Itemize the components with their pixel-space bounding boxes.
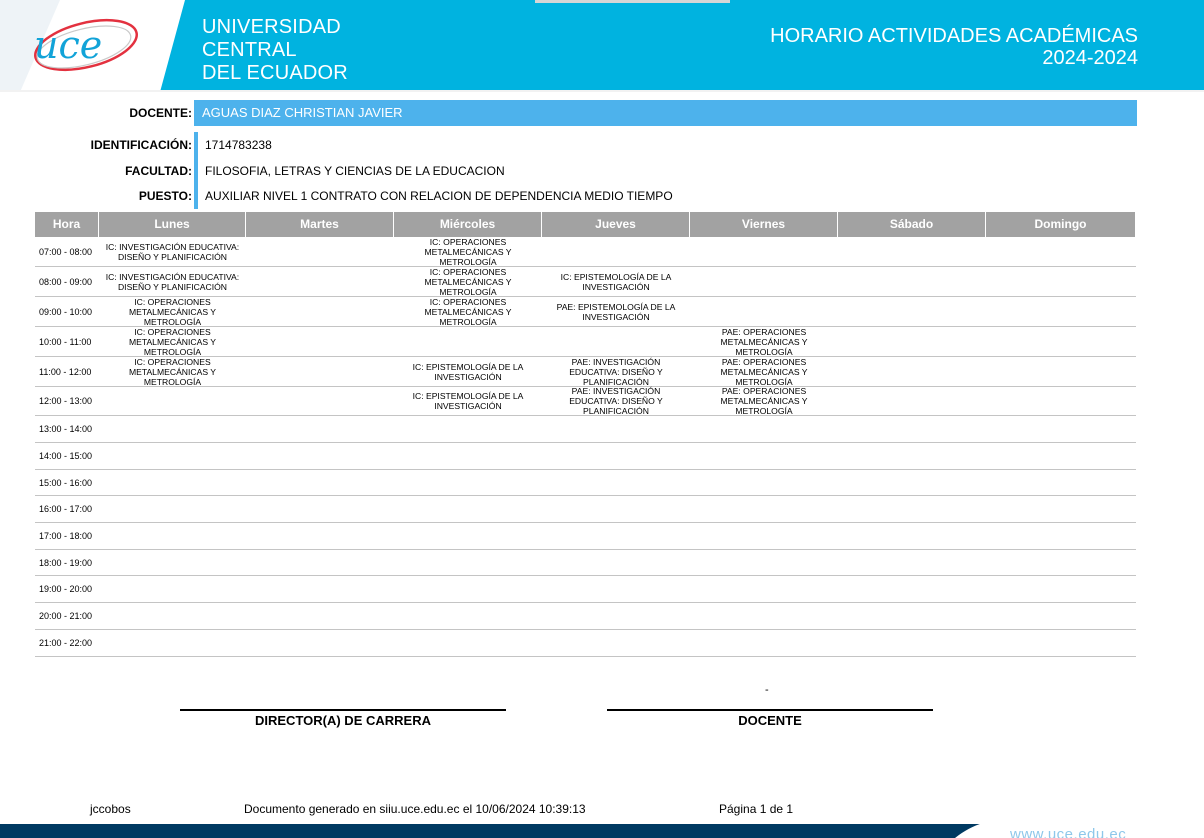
activity-label: IC: OPERACIONES METALMECÁNICAS Y METROLOGÍA: [128, 356, 217, 387]
schedule-empty-cell: [394, 327, 542, 356]
schedule-empty-cell: [99, 603, 246, 629]
schedule-empty-cell: [838, 387, 986, 415]
schedule-empty-cell: [986, 603, 1136, 629]
schedule-activity: [99, 357, 246, 386]
activity-label: IC: EPISTEMOLOGÍA DE LA INVESTIGACIÓN: [412, 361, 524, 382]
schedule-empty-cell: [394, 416, 542, 442]
schedule-row: [35, 576, 1136, 603]
schedule-activity: [394, 237, 542, 266]
schedule-row: [35, 523, 1136, 550]
time-slot: 21:00 - 22:00: [39, 638, 93, 648]
schedule-empty-cell: [690, 523, 838, 549]
schedule-empty-cell: [246, 416, 394, 442]
schedule-empty-cell: [542, 603, 690, 629]
identificacion-value: 1714783238: [205, 138, 272, 152]
time-slot: 09:00 - 10:00: [39, 306, 93, 317]
schedule-empty-cell: [838, 416, 986, 442]
time-slot: 18:00 - 19:00: [39, 557, 93, 568]
schedule-empty-cell: [986, 496, 1136, 522]
facultad-value: FILOSOFIA, LETRAS Y CIENCIAS DE LA EDUCACION: [205, 164, 505, 178]
schedule-row: [35, 237, 1136, 267]
schedule-empty-cell: [542, 443, 690, 469]
schedule-empty-cell: [986, 387, 1136, 415]
time-slot: 12:00 - 13:00: [39, 396, 93, 406]
schedule-empty-cell: [542, 550, 690, 575]
schedule-empty-cell: [838, 496, 986, 522]
info-row-puesto: [0, 183, 1204, 209]
info-accent-bar: [194, 183, 198, 209]
schedule-empty-cell: [246, 387, 394, 415]
column-header: Jueves: [542, 212, 690, 237]
schedule-empty-cell: [690, 267, 838, 296]
schedule-empty-cell: [246, 297, 394, 326]
schedule-empty-cell: [986, 630, 1136, 656]
schedule-row: [35, 327, 1136, 357]
time-slot: 20:00 - 21:00: [39, 611, 93, 621]
schedule-activity: [394, 357, 542, 386]
schedule-empty-cell: [986, 576, 1136, 602]
schedule-empty-cell: [838, 267, 986, 296]
schedule-activity: [542, 297, 690, 326]
schedule-empty-cell: [542, 523, 690, 549]
schedule-empty-cell: [542, 576, 690, 602]
docente-value: AGUAS DIAZ CHRISTIAN JAVIER: [202, 105, 403, 120]
time-slot: 13:00 - 14:00: [39, 424, 93, 434]
schedule-empty-cell: [246, 550, 394, 575]
schedule-empty-cell: [394, 443, 542, 469]
schedule-empty-cell: [838, 297, 986, 326]
column-header: Hora: [35, 212, 99, 237]
schedule-empty-cell: [99, 387, 246, 415]
activity-label: IC: EPISTEMOLOGÍA DE LA INVESTIGACIÓN: [560, 271, 672, 292]
schedule-empty-cell: [394, 470, 542, 495]
schedule-empty-cell: [690, 297, 838, 326]
schedule-empty-cell: [986, 327, 1136, 356]
schedule-empty-cell: [99, 523, 246, 549]
time-slot: 10:00 - 11:00: [39, 336, 92, 347]
university-name: [202, 16, 348, 85]
schedule-empty-cell: [99, 416, 246, 442]
schedule-empty-cell: [542, 496, 690, 522]
activity-label: PAE: OPERACIONES METALMECÁNICAS Y METROLOGÍA: [720, 326, 808, 357]
schedule-empty-cell: [542, 327, 690, 356]
activity-label: PAE: EPISTEMOLOGÍA DE LA INVESTIGACIÓN: [556, 301, 676, 322]
schedule-empty-cell: [986, 550, 1136, 575]
director-signature-label: DIRECTOR(A) DE CARRERA: [255, 713, 431, 728]
docente-signature-line: [607, 709, 933, 711]
time-slot: 19:00 - 20:00: [39, 584, 93, 594]
schedule-empty-cell: [838, 550, 986, 575]
activity-label: PAE: INVESTIGACIÓN EDUCATIVA: DISEÑO Y PLANIFICACIÓN: [569, 386, 663, 416]
schedule-activity: [99, 327, 246, 356]
schedule-activity: [394, 387, 542, 415]
schedule-empty-cell: [394, 523, 542, 549]
schedule-empty-cell: [838, 327, 986, 356]
schedule-header-row: [35, 212, 1136, 237]
schedule-empty-cell: [99, 443, 246, 469]
schedule-empty-cell: [246, 237, 394, 266]
schedule-empty-cell: [690, 237, 838, 266]
schedule-empty-cell: [838, 603, 986, 629]
activity-label: IC: EPISTEMOLOGÍA DE LA INVESTIGACIÓN: [412, 391, 524, 411]
footer-page: Página 1 de 1: [719, 802, 794, 816]
schedule-empty-cell: [986, 443, 1136, 469]
schedule-row: [35, 357, 1136, 387]
schedule-activity: [690, 357, 838, 386]
schedule-empty-cell: [99, 550, 246, 575]
time-slot: 16:00 - 17:00: [39, 504, 93, 514]
footer-generated: Documento generado en siiu.uce.edu.ec el 10/06/2024 10:39:13: [244, 802, 586, 816]
schedule-empty-cell: [246, 443, 394, 469]
schedule-empty-cell: [246, 603, 394, 629]
column-header: Viernes: [690, 212, 838, 237]
schedule-empty-cell: [986, 237, 1136, 266]
uce-logo: [0, 0, 200, 92]
schedule-empty-cell: [394, 630, 542, 656]
schedule-empty-cell: [690, 416, 838, 442]
column-header: Domingo: [986, 212, 1136, 237]
schedule-activity: [690, 387, 838, 415]
banner-divider: [0, 90, 1204, 92]
schedule-empty-cell: [986, 357, 1136, 386]
info-row-facultad: [0, 158, 1204, 184]
schedule-empty-cell: [99, 630, 246, 656]
schedule-empty-cell: [99, 470, 246, 495]
activity-label: PAE: OPERACIONES METALMECÁNICAS Y METROLOGÍA: [720, 386, 808, 416]
schedule-empty-cell: [394, 576, 542, 602]
schedule-empty-cell: [986, 523, 1136, 549]
time-slot: 14:00 - 15:00: [39, 451, 93, 461]
schedule-empty-cell: [394, 603, 542, 629]
time-slot: 08:00 - 09:00: [39, 276, 93, 287]
uce-logo-graphic: [0, 0, 200, 92]
schedule-empty-cell: [986, 416, 1136, 442]
facultad-label: FACULTAD:: [125, 164, 192, 178]
time-slot: 17:00 - 18:00: [39, 531, 93, 541]
schedule-row: [35, 470, 1136, 496]
schedule-row: [35, 297, 1136, 327]
column-header: Miércoles: [394, 212, 542, 237]
schedule-empty-cell: [986, 297, 1136, 326]
puesto-value: AUXILIAR NIVEL 1 CONTRATO CON RELACION DE DEPENDENCIA MEDIO TIEMPO: [205, 189, 673, 203]
activity-label: IC: INVESTIGACIÓN EDUCATIVA: DISEÑO Y PLANIFICACIÓN: [105, 241, 240, 262]
activity-label: IC: OPERACIONES METALMECÁNICAS Y METROLOGÍA: [424, 296, 512, 327]
schedule-empty-cell: [246, 470, 394, 495]
schedule-empty-cell: [838, 357, 986, 386]
schedule-empty-cell: [246, 327, 394, 356]
university-name-line: CENTRAL: [202, 39, 297, 61]
footer-user: jccobos: [90, 802, 131, 816]
column-header: Martes: [246, 212, 394, 237]
time-slot: 11:00 - 12:00: [39, 366, 92, 377]
docente-label: DOCENTE:: [129, 106, 192, 120]
schedule-empty-cell: [690, 496, 838, 522]
schedule-empty-cell: [246, 267, 394, 296]
schedule-empty-cell: [838, 443, 986, 469]
footer-url[interactable]: www.uce.edu.ec: [1010, 826, 1127, 838]
activity-label: IC: OPERACIONES METALMECÁNICAS Y METROLOGÍA: [128, 326, 217, 357]
schedule-empty-cell: [838, 470, 986, 495]
schedule-activity: [99, 267, 246, 296]
director-signature-line: [180, 709, 506, 711]
university-name-line: UNIVERSIDAD: [202, 16, 341, 38]
schedule-empty-cell: [838, 523, 986, 549]
schedule-activity: [542, 267, 690, 296]
info-row-identificacion: [0, 132, 1204, 158]
info-accent-bar: [194, 158, 198, 184]
schedule-row: [35, 416, 1136, 443]
schedule-activity: [99, 237, 246, 266]
activity-label: PAE: OPERACIONES METALMECÁNICAS Y METROLOGÍA: [720, 356, 808, 387]
schedule-empty-cell: [690, 630, 838, 656]
schedule-activity: [690, 327, 838, 356]
schedule-empty-cell: [838, 576, 986, 602]
schedule-empty-cell: [838, 630, 986, 656]
schedule-activity: [394, 297, 542, 326]
schedule-empty-cell: [542, 470, 690, 495]
activity-label: IC: INVESTIGACIÓN EDUCATIVA: DISEÑO Y PLANIFICACIÓN: [105, 271, 240, 292]
schedule-row: [35, 630, 1136, 657]
schedule-empty-cell: [690, 443, 838, 469]
schedule-empty-cell: [542, 416, 690, 442]
activity-label: IC: OPERACIONES METALMECÁNICAS Y METROLOGÍA: [424, 236, 512, 267]
puesto-label: PUESTO:: [138, 189, 192, 203]
schedule-row: [35, 443, 1136, 470]
schedule-empty-cell: [394, 496, 542, 522]
schedule-row: [35, 387, 1136, 416]
document-period: 2024-2024: [1042, 47, 1138, 69]
schedule-empty-cell: [690, 603, 838, 629]
banner-top-strip: [535, 0, 730, 3]
schedule-empty-cell: [690, 576, 838, 602]
schedule-activity: [394, 267, 542, 296]
schedule-empty-cell: [246, 576, 394, 602]
schedule-row: [35, 550, 1136, 576]
schedule-row: [35, 496, 1136, 523]
info-accent-bar: [194, 132, 198, 158]
header-banner: [0, 0, 1204, 92]
activity-label: IC: OPERACIONES METALMECÁNICAS Y METROLOGÍA: [424, 266, 512, 297]
time-slot: 07:00 - 08:00: [39, 246, 93, 257]
schedule-empty-cell: [394, 550, 542, 575]
schedule-row: [35, 267, 1136, 297]
column-header: Sábado: [838, 212, 986, 237]
schedule-empty-cell: [246, 523, 394, 549]
document-title-line: HORARIO ACTIVIDADES ACADÉMICAS: [770, 25, 1138, 47]
university-name-line: DEL ECUADOR: [202, 62, 348, 84]
schedule-empty-cell: [542, 237, 690, 266]
activity-label: PAE: INVESTIGACIÓN EDUCATIVA: DISEÑO Y PLANIFICACIÓN: [569, 356, 663, 387]
signature-dash: -: [765, 684, 769, 696]
schedule-empty-cell: [690, 550, 838, 575]
schedule-empty-cell: [246, 357, 394, 386]
logo-text: uce: [34, 23, 103, 67]
schedule-empty-cell: [838, 237, 986, 266]
schedule-empty-cell: [99, 576, 246, 602]
activity-label: IC: OPERACIONES METALMECÁNICAS Y METROLOGÍA: [128, 296, 217, 327]
time-slot: 15:00 - 16:00: [39, 477, 93, 488]
schedule-empty-cell: [986, 267, 1136, 296]
column-header: Lunes: [99, 212, 246, 237]
schedule-row: [35, 603, 1136, 630]
schedule-empty-cell: [99, 496, 246, 522]
schedule-empty-cell: [246, 630, 394, 656]
schedule-empty-cell: [246, 496, 394, 522]
schedule-activity: [542, 387, 690, 415]
schedule-empty-cell: [986, 470, 1136, 495]
identificacion-label: IDENTIFICACIÓN:: [90, 138, 192, 152]
schedule-activity: [542, 357, 690, 386]
schedule-activity: [99, 297, 246, 326]
info-row-docente: [0, 100, 1204, 126]
document-title: [770, 25, 1138, 69]
schedule-empty-cell: [690, 470, 838, 495]
schedule-empty-cell: [542, 630, 690, 656]
docente-signature-label: DOCENTE: [738, 713, 802, 728]
